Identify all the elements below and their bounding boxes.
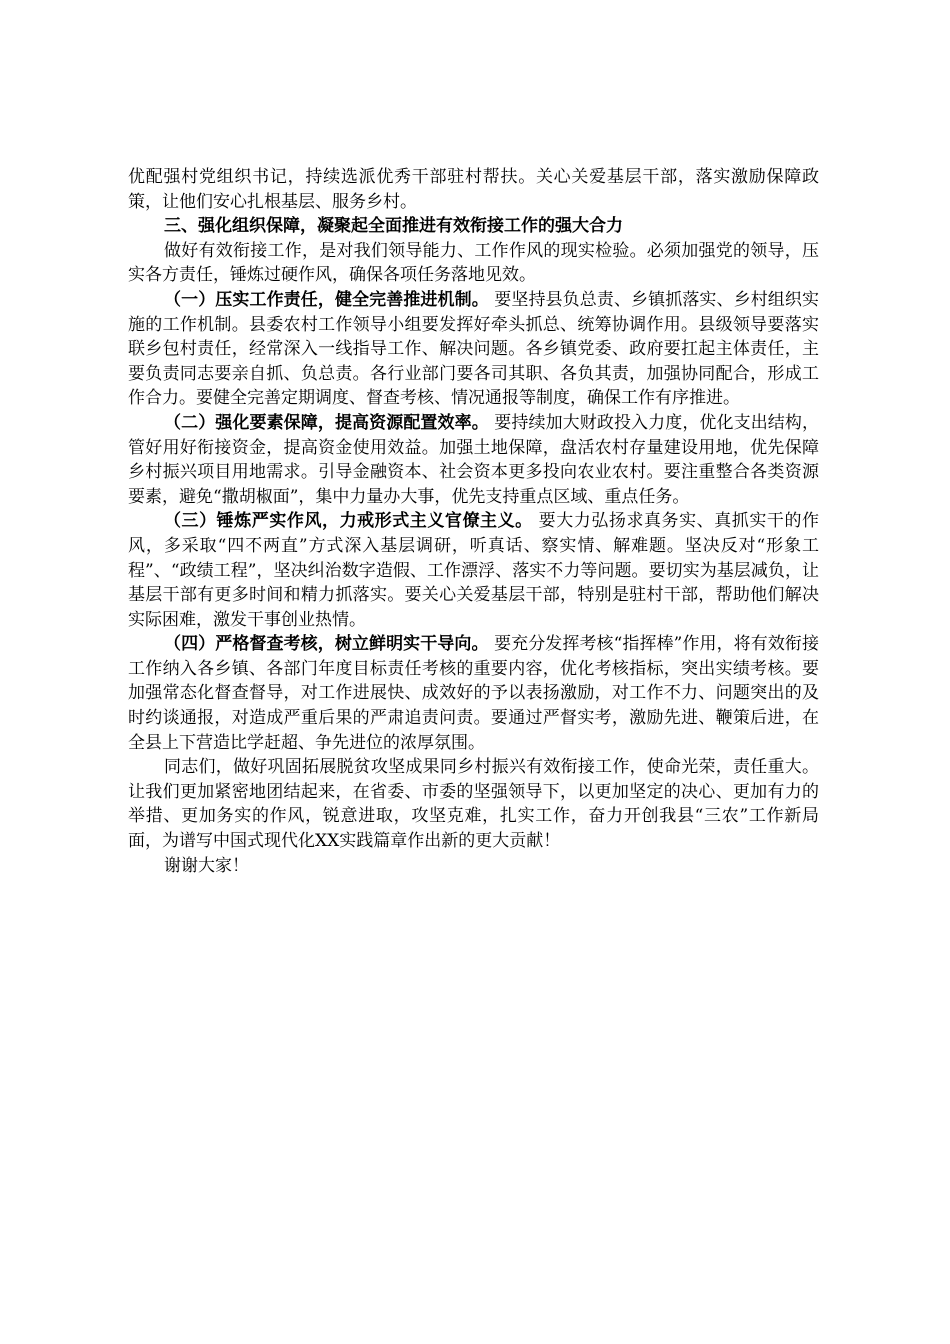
item-heading-2: （二）强化要素保障，提高资源配置效率。	[164, 412, 489, 433]
item-paragraph-1	[128, 288, 819, 411]
item-paragraph-3	[128, 509, 819, 632]
item-heading-1: （一）压实工作责任，健全完善推进机制。	[164, 289, 489, 310]
thanks-line: 谢谢大家！	[164, 855, 249, 876]
item-paragraph-4	[128, 632, 819, 755]
item-heading-3: （三）锤炼严实作风，力戒形式主义官僚主义。	[164, 511, 533, 532]
item-paragraph-2	[128, 411, 819, 509]
section-heading: 三、强化组织保障，凝聚起全面推进有效衔接工作的强大合力	[164, 216, 623, 237]
item-body-4: 要充分发挥考核“指挥棒”作用，将有效衔接工作纳入各乡镇、各部门年度目标责任考核的重要内容，优化考核指标，突出实绩考核。要加强常态化督查督导，对工作进展快、成效好的予以表扬激励，对工作不力、问题突出的及时约谈通报，对造成严重后果的严肃追责问责。要通过严督实考，激励先进、鞭策后进，在全县上下营造比学赶超、争先进位的浓厚氛围。	[128, 634, 820, 753]
document-page	[128, 165, 819, 878]
section-intro-paragraph: 做好有效衔接工作，是对我们领导能力、工作作风的现实检验。必须加强党的领导，压实各方责任，锤炼过硬作风，确保各项任务落地见效。	[128, 240, 819, 286]
item-body-3: 要大力弘扬求真务实、真抓实干的作风，多采取“四不两直”方式深入基层调研，听真话、察实情、解难题。坚决反对“形象工程”、“政绩工程”，坚决纠治数字造假、工作漂浮、落实不力等问题。要切实为基层减负，让基层干部有更多时间和精力抓落实。要关心关爱基层干部，特别是驻村干部，帮助他们解决实际困难，激发干事创业热情。	[128, 511, 820, 630]
item-body-1: 要坚持县负总责、乡镇抓落实、乡村组织实施的工作机制。县委农村工作领导小组要发挥好牵头抓总、统筹协调作用。县级领导要落实联乡包村责任，经常深入一线指导工作、解决问题。各乡镇党委、政府要扛起主体责任，主要负责同志要亲自抓、负总责。各行业部门要各司其职、各负其责，加强协同配合，形成工作合力。要健全完善定期调度、督查考核、情况通报等制度，确保工作有序推进。	[128, 289, 819, 409]
item-heading-4: （四）严格督查考核，树立鲜明实干导向。	[164, 634, 489, 655]
closing-paragraph: 同志们，做好巩固拓展脱贫攻坚成果同乡村振兴有效衔接工作，使命光荣，责任重大。让我们更加紧密地团结起来，在省委、市委的坚强领导下，以更加坚定的决心、更加有力的举措、更加务实的作风，锐意进取，攻坚克难，扎实工作，奋力开创我县“三农”工作新局面，为谱写中国式现代化XX实践篇章作出新的更大贡献！	[128, 757, 819, 852]
item-body-2: 要持续加大财政投入力度，优化支出结构，管好用好衔接资金，提高资金使用效益。加强土地保障，盘活农村存量建设用地，优先保障乡村振兴项目用地需求。引导金融资本、社会资本更多投向农业农村。要注重整合各类资源要素，避免“撒胡椒面”，集中力量办大事，优先支持重点区域、重点任务。	[128, 412, 819, 507]
continuation-paragraph: 优配强村党组织书记，持续选派优秀干部驻村帮扶。关心关爱基层干部，落实激励保障政策，让他们安心扎根基层、服务乡村。	[128, 167, 819, 212]
